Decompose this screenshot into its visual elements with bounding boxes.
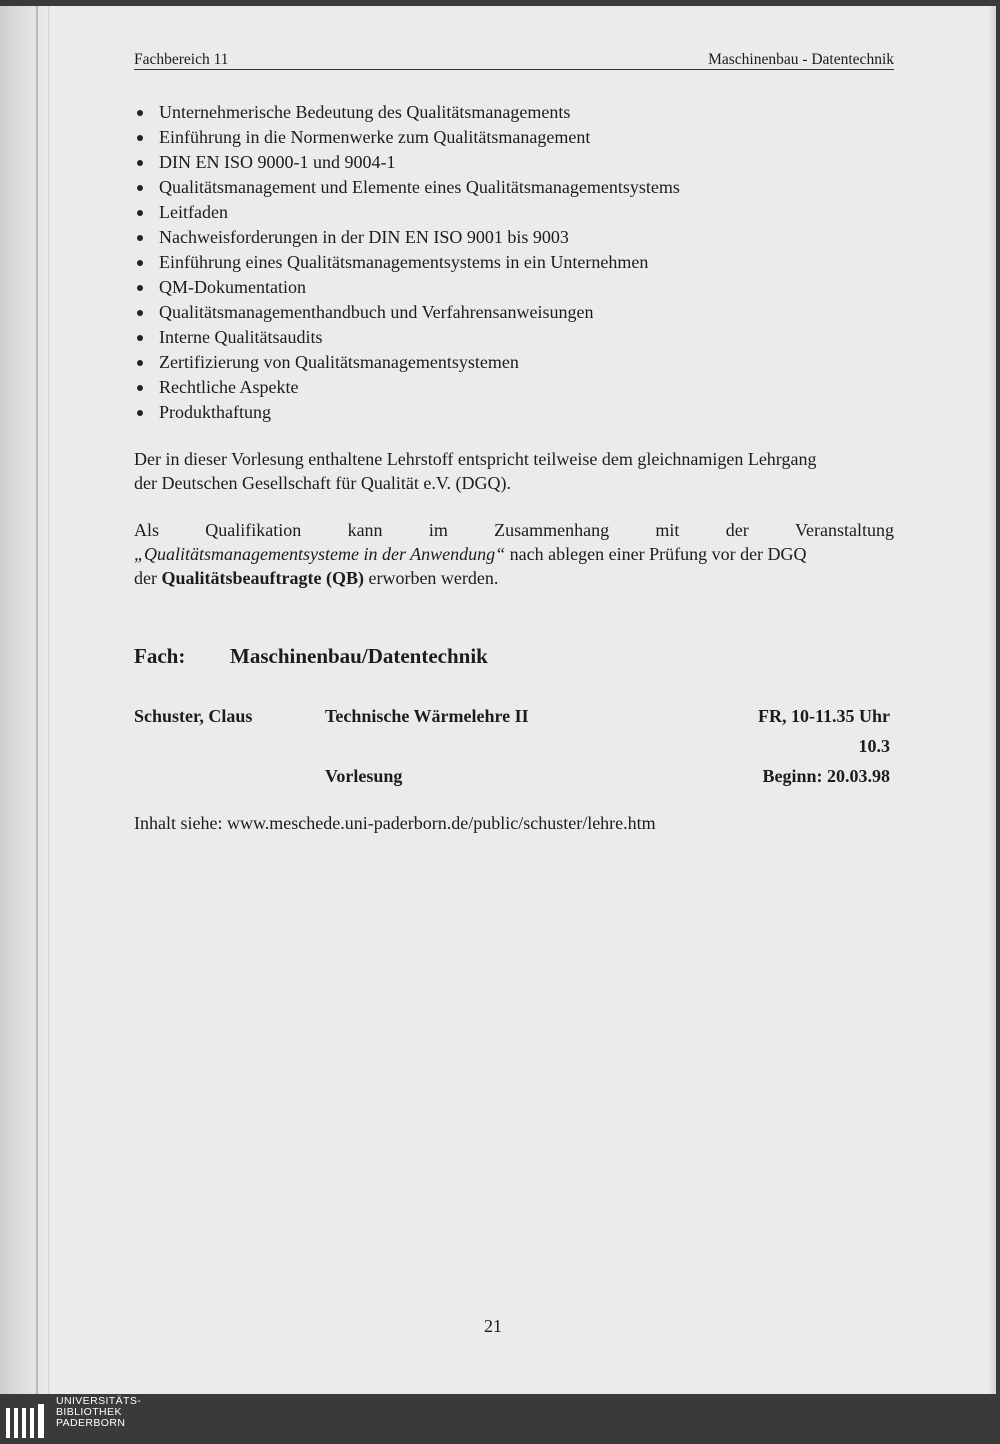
list-item-text: Zertifizierung von Qualitätsmanagementsystemen xyxy=(159,352,519,372)
list-item-text: Rechtliche Aspekte xyxy=(159,377,299,397)
paragraph-line xyxy=(134,542,894,566)
list-item-text: Einführung in die Normenwerke zum Qualitätsmanagement xyxy=(159,127,591,147)
topic-list xyxy=(134,100,680,425)
list-item-text: Einführung eines Qualitätsmanagementsystems in ein Unternehmen xyxy=(159,252,649,272)
list-item-text: Produkthaftung xyxy=(159,402,271,422)
running-header xyxy=(134,47,894,70)
bullet-icon xyxy=(137,310,143,316)
list-item xyxy=(134,250,680,275)
word: Als xyxy=(134,520,160,540)
list-item-text: Qualitätsmanagementhandbuch und Verfahrensanweisungen xyxy=(159,302,594,322)
header-right: Maschinenbau - Datentechnik xyxy=(708,51,894,68)
paragraph-line: Der in dieser Vorlesung enthaltene Lehrstoff entspricht teilweise dem gleichnamigen Lehrgang xyxy=(134,449,817,469)
list-item-text: QM-Dokumentation xyxy=(159,277,306,297)
page-number: 21 xyxy=(484,1316,502,1336)
dgq-paragraph xyxy=(134,447,894,495)
page-content xyxy=(0,6,996,1394)
course-begin: Beginn: 20.03.98 xyxy=(762,766,890,786)
scanned-page xyxy=(0,6,996,1394)
list-item xyxy=(134,400,680,425)
list-item-text: Qualitätsmanagement und Elemente eines Qualitätsmanagementsystems xyxy=(159,177,680,197)
bullet-icon xyxy=(137,260,143,266)
course-title: Technische Wärmelehre II xyxy=(325,706,529,726)
list-item xyxy=(134,175,680,200)
library-footer-bar xyxy=(0,1394,1000,1444)
fach-label: Fach: xyxy=(134,644,186,668)
bullet-icon xyxy=(137,285,143,291)
fach-value: Maschinenbau/Datentechnik xyxy=(230,644,488,668)
paragraph-line xyxy=(134,518,894,542)
list-item-text: Unternehmerische Bedeutung des Qualitätsmanagements xyxy=(159,102,571,122)
word: kann xyxy=(347,520,383,540)
list-item xyxy=(134,375,680,400)
word: der xyxy=(725,520,749,540)
bullet-icon xyxy=(137,335,143,341)
list-item xyxy=(134,300,680,325)
word: Qualifikation xyxy=(205,520,302,540)
bullet-icon xyxy=(137,135,143,141)
course-name-italic: „Qualitätsmanagementsysteme in der Anwendung“ xyxy=(134,544,506,564)
bullet-icon xyxy=(137,360,143,366)
word: Zusammenhang xyxy=(494,520,610,540)
lecturer-name: Schuster, Claus xyxy=(134,706,253,726)
list-item-text: DIN EN ISO 9000-1 und 9004-1 xyxy=(159,152,396,172)
course-type: Vorlesung xyxy=(325,766,403,786)
word: mit xyxy=(655,520,680,540)
paragraph-line: der Deutschen Gesellschaft für Qualität e.V. (DGQ). xyxy=(134,473,512,493)
library-logo-icon xyxy=(6,1404,44,1438)
content-link-text: Inhalt siehe: www.meschede.uni-paderborn.de/public/schuster/lehre.htm xyxy=(134,813,656,833)
list-item xyxy=(134,225,680,250)
list-item xyxy=(134,275,680,300)
library-name-line: PADERBORN xyxy=(56,1417,126,1429)
list-item xyxy=(134,125,680,150)
course-room: 10.3 xyxy=(858,736,890,756)
bullet-icon xyxy=(137,160,143,166)
course-time: FR, 10-11.35 Uhr xyxy=(758,706,890,726)
paragraph-text: erworben werden. xyxy=(363,568,499,588)
bullet-icon xyxy=(137,385,143,391)
paragraph-line xyxy=(134,566,894,590)
header-left: Fachbereich 11 xyxy=(134,51,229,68)
qualification-title: Qualitätsbeauftragte (QB) xyxy=(161,568,364,588)
qualification-paragraph xyxy=(134,518,894,590)
library-name xyxy=(56,1396,141,1429)
list-item-text: Leitfaden xyxy=(159,202,228,222)
paragraph-text: nach ablegen einer Prüfung vor der DGQ xyxy=(505,544,807,564)
bullet-icon xyxy=(137,185,143,191)
library-name-line: UNIVERSITÄTS- xyxy=(56,1395,142,1407)
library-name-line: BIBLIOTHEK xyxy=(56,1406,122,1418)
list-item xyxy=(134,200,680,225)
list-item xyxy=(134,350,680,375)
word: Veranstaltung xyxy=(794,520,894,540)
list-item xyxy=(134,150,680,175)
bullet-icon xyxy=(137,410,143,416)
word: im xyxy=(428,520,448,540)
bullet-icon xyxy=(137,210,143,216)
paragraph-text: der xyxy=(134,568,162,588)
list-item-text: Interne Qualitätsaudits xyxy=(159,327,323,347)
list-item xyxy=(134,100,680,125)
list-item xyxy=(134,325,680,350)
list-item-text: Nachweisforderungen in der DIN EN ISO 9001 bis 9003 xyxy=(159,227,569,247)
bullet-icon xyxy=(137,110,143,116)
bullet-icon xyxy=(137,235,143,241)
